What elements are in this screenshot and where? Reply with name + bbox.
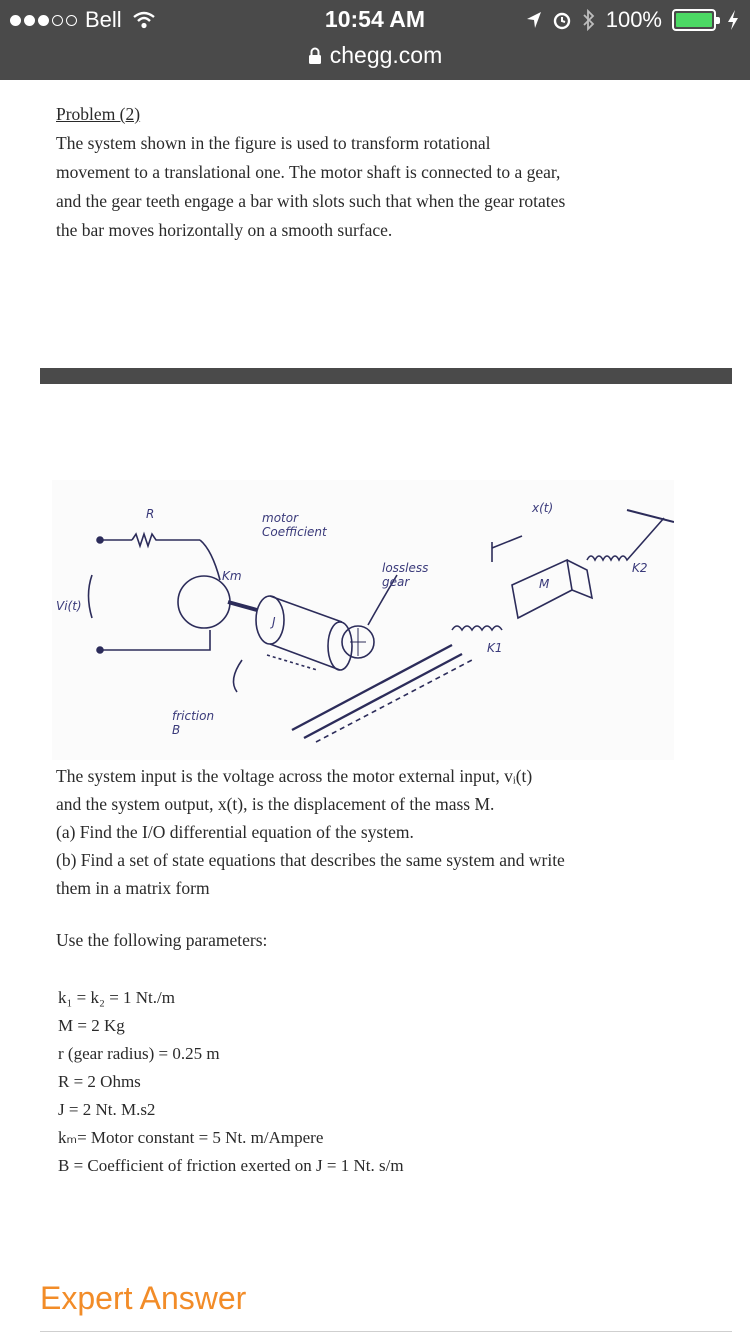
question-line: (a) Find the I/O differential equation of the system. bbox=[56, 822, 414, 842]
parameters-list bbox=[58, 984, 404, 1180]
battery-icon bbox=[672, 9, 716, 31]
mechanism-diagram bbox=[52, 480, 674, 760]
parameters-heading: Use the following parameters: bbox=[56, 930, 268, 950]
address-bar[interactable] bbox=[0, 42, 750, 69]
battery-percent: 100% bbox=[605, 7, 662, 32]
section-divider bbox=[40, 368, 732, 384]
lock-icon bbox=[308, 47, 322, 65]
fig-label-friction: friction B bbox=[172, 709, 215, 737]
clock: 10:54 AM bbox=[324, 6, 426, 32]
problem-line: movement to a translational one. The motor shaft is connected to a gear, bbox=[56, 162, 561, 182]
expert-answer-heading: Expert Answer bbox=[40, 1280, 247, 1316]
problem-line: The system shown in the figure is used to transform rotational bbox=[56, 133, 491, 153]
parameter-item: B = Coefficient of friction exerted on J = 1 Nt. s/m bbox=[58, 1156, 404, 1175]
charging-bolt-icon bbox=[726, 9, 740, 31]
bottom-divider bbox=[40, 1331, 732, 1332]
battery-level bbox=[676, 13, 712, 27]
carrier-name: Bell bbox=[85, 7, 122, 32]
parameter-item: kₘ= Motor constant = 5 Nt. m/Ampere bbox=[58, 1128, 324, 1147]
question-line: them in a matrix form bbox=[56, 878, 210, 898]
fig-label-k2: K2 bbox=[632, 561, 648, 575]
fig-label-r: R bbox=[146, 507, 155, 521]
question-line: and the system output, x(t), is the displacement of the mass M. bbox=[56, 794, 495, 814]
fig-label-k1: K1 bbox=[487, 641, 503, 655]
problem-line: and the gear teeth engage a bar with slots such that when the gear rotates bbox=[56, 191, 566, 211]
fig-label-m: M bbox=[539, 577, 550, 591]
browser-status-bar bbox=[0, 0, 750, 80]
fig-label-x: x(t) bbox=[532, 501, 554, 515]
question-text bbox=[56, 762, 696, 902]
fig-label-vi: Vi(t) bbox=[56, 599, 82, 613]
parameter-item: r (gear radius) = 0.25 m bbox=[58, 1044, 220, 1063]
right-status-icons bbox=[526, 7, 740, 33]
parameter-item: R = 2 Ohms bbox=[58, 1072, 141, 1091]
problem-title: Problem (2) bbox=[56, 104, 141, 124]
location-arrow-icon bbox=[526, 11, 542, 29]
question-line: The system input is the voltage across the motor external input, vᵢ(t) bbox=[56, 766, 533, 786]
fig-label-motor-coefficient: motor Coefficient bbox=[262, 511, 327, 539]
system-figure bbox=[52, 480, 674, 760]
problem-line: the bar moves horizontally on a smooth surface. bbox=[56, 220, 393, 240]
fig-label-j: J bbox=[272, 615, 276, 629]
parameter-item: M = 2 Kg bbox=[58, 1016, 125, 1035]
parameter-item: J = 2 Nt. M.s2 bbox=[58, 1100, 156, 1119]
url-text: chegg.com bbox=[329, 42, 443, 68]
problem-statement bbox=[56, 100, 696, 245]
fig-label-lossless-gear: lossless gear bbox=[382, 561, 429, 589]
bluetooth-icon bbox=[582, 9, 596, 31]
question-line: (b) Find a set of state equations that describes the same system and write bbox=[56, 850, 565, 870]
parameter-item: k₁ = k₂ = 1 Nt./m bbox=[58, 988, 175, 1007]
alarm-icon bbox=[552, 10, 572, 30]
fig-label-km: Km bbox=[222, 569, 242, 583]
